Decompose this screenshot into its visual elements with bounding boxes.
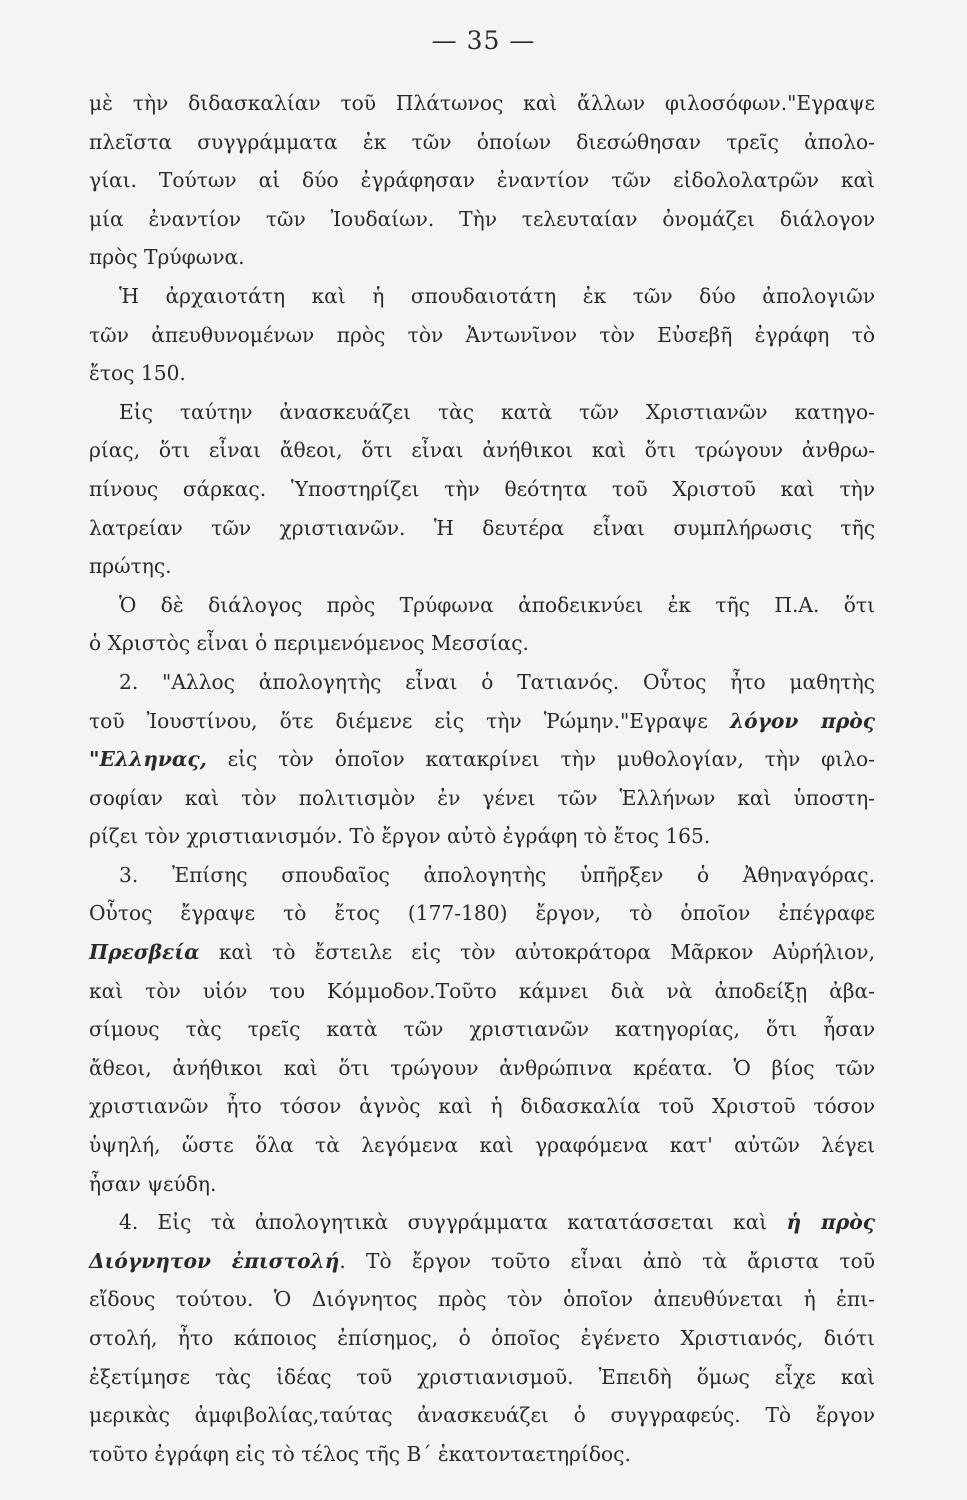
text-run: εἴδους τούτου. Ὁ Διόγνητος πρὸς τὸν ὁποῖον ἀπευθύνεται ἡ ἐπι- — [89, 1287, 875, 1312]
text-run: στολή, ἦτο κάποιος ἐπίσημος, ὁ ὁποῖος ἐγένετο Χριστιανός, διότι — [89, 1326, 875, 1350]
text-line — [89, 1435, 875, 1474]
text-run: ἄθεοι, ἀνήθικοι καὶ ὅτι τρώγουν ἀνθρώπινα κρέατα. Ὁ βίος τῶν — [89, 1055, 875, 1080]
text-line — [89, 1203, 875, 1242]
text-run: ρίας, ὅτι εἶναι ἄθεοι, ὅτι εἶναι ἀνήθικοι καὶ ὅτι τρώγουν ἀνθρω- — [89, 438, 875, 463]
text-line — [89, 431, 875, 470]
text-line — [89, 1087, 875, 1126]
body-text — [89, 84, 875, 1473]
text-run: Οὗτος ἔγραψε τὸ ἔτος (177-180) ἔργον, τὸ ὁποῖον ἐπέγραφε — [89, 901, 875, 926]
text-line — [89, 663, 875, 702]
text-line — [89, 123, 875, 162]
emphasized-title: λόγον πρὸς — [729, 708, 875, 733]
text-run: 2. "Αλλος ἀπολογητὴς εἶναι ὁ Τατιανός. Οὗτος ἦτο μαθητὴς — [119, 669, 875, 694]
text-line — [89, 586, 875, 625]
text-run: εἰς τὸν ὁποῖον κατακρίνει τὴν μυθολογίαν, τὴν φιλο- — [206, 747, 875, 772]
text-line — [89, 1165, 875, 1204]
text-run: τῶν ἀπευθυνομένων πρὸς τὸν Ἀντωνῖνον τὸν Εὐσεβῆ ἐγράφη τὸ — [89, 322, 875, 347]
text-line — [89, 354, 875, 393]
text-run: τοῦτο ἐγράφη εἰς τὸ τέλος τῆς Β΄ ἑκατονταετηρίδος. — [89, 1441, 631, 1466]
text-line — [89, 547, 875, 586]
text-run: πρώτης. — [89, 554, 172, 579]
text-line — [89, 933, 875, 972]
text-line — [89, 779, 875, 818]
text-line — [89, 1126, 875, 1165]
text-line — [89, 856, 875, 895]
text-run: ὁ Χριστὸς εἶναι ὁ περιμενόμενος Μεσσίας. — [89, 631, 529, 656]
text-run: Ὁ δὲ διάλογος πρὸς Τρύφωνα ἀποδεικνύει ἐκ τῆς Π.Α. ὅτι — [119, 592, 875, 617]
text-line — [89, 470, 875, 509]
text-run: χριστιανῶν ἦτο τόσον ἁγνὸς καὶ ἡ διδασκαλία τοῦ Χριστοῦ τόσον — [89, 1094, 875, 1119]
emphasized-title: Πρεσβεία — [89, 940, 200, 965]
text-run: μία ἐναντίον τῶν Ἰουδαίων. Τὴν τελευταίαν ὀνομάζει διάλογον — [89, 206, 875, 231]
text-run: σίμους τὰς τρεῖς κατὰ τῶν χριστιανῶν κατηγορίας, ὅτι ἦσαν — [89, 1017, 875, 1042]
text-run: . Τὸ ἔργον τοῦτο εἶναι ἀπὸ τὰ ἄριστα τοῦ — [339, 1248, 875, 1273]
text-line — [89, 1049, 875, 1088]
text-run: καὶ τὸν υἱόν του Κόμμοδον.Τοῦτο κάμνει διὰ νὰ ἀποδείξῃ ἀβα- — [89, 978, 875, 1003]
text-run: γίαι. Τούτων αἱ δύο ἐγράφησαν ἐναντίον τῶν εἰδολολατρῶν καὶ — [89, 168, 875, 193]
page-number: — 35 — — [431, 26, 536, 55]
text-line — [89, 972, 875, 1011]
text-run: 3. Ἐπίσης σπουδαῖος ἀπολογητὴς ὑπῆρξεν ὁ Ἀθηναγόρας. — [119, 862, 875, 887]
text-run: ἐξετίμησε τὰς ἰδέας τοῦ χριστιανισμοῦ. Ἐπειδὴ ὅμως εἶχε καὶ — [89, 1364, 875, 1389]
text-run: σοφίαν καὶ τὸν πολιτισμὸν ἐν γένει τῶν Ἑλλήνων καὶ ὑποστη- — [89, 785, 875, 810]
text-line — [89, 1280, 875, 1319]
text-line — [89, 200, 875, 239]
text-line — [89, 84, 875, 123]
emphasized-title: "Ελληνας, — [89, 747, 207, 772]
text-run: Ἡ ἀρχαιοτάτη καὶ ἡ σπουδαιοτάτη ἐκ τῶν δύο ἀπολογιῶν — [119, 283, 875, 308]
text-line — [89, 894, 875, 933]
text-run: μὲ τὴν διδασκαλίαν τοῦ Πλάτωνος καὶ ἄλλων φιλοσόφων."Εγραψε — [89, 91, 875, 115]
text-line — [89, 1396, 875, 1435]
text-run: ἔτος 150. — [89, 361, 186, 386]
text-line — [89, 702, 875, 741]
text-line — [89, 509, 875, 548]
text-run: πλεῖστα συγγράμματα ἐκ τῶν ὁποίων διεσώθησαν τρεῖς ἀπολο- — [89, 129, 875, 154]
text-run: πρὸς Τρύφωνα. — [89, 245, 245, 270]
text-line — [89, 316, 875, 355]
text-line — [89, 277, 875, 316]
text-line — [89, 1319, 875, 1358]
text-run: ὑψηλή, ὥστε ὅλα τὰ λεγόμενα καὶ γραφόμενα κατ' αὐτῶν λέγει — [89, 1133, 875, 1158]
text-line — [89, 238, 875, 277]
text-run: 4. Εἰς τὰ ἀπολογητικὰ συγγράμματα κατατάσσεται καὶ — [119, 1210, 787, 1235]
text-line — [89, 817, 875, 856]
text-line — [89, 740, 875, 779]
text-run: καὶ τὸ ἔστειλε εἰς τὸν αὐτοκράτορα Μᾶρκον Αὐρήλιον, — [199, 940, 875, 965]
text-run: ρίζει τὸν χριστιανισμόν. Τὸ ἔργον αὐτὸ ἐγράφη τὸ ἔτος 165. — [89, 824, 711, 849]
text-line — [89, 1358, 875, 1397]
text-line — [89, 393, 875, 432]
text-line — [89, 1242, 875, 1281]
text-run: τοῦ Ἰουστίνου, ὅτε διέμενε εἰς τὴν Ῥώμην."Εγραψε — [89, 708, 730, 733]
text-run: ἦσαν ψεύδη. — [89, 1171, 217, 1196]
emphasized-title: Διόγνητον ἐπιστολή — [89, 1248, 340, 1273]
text-run: μερικὰς ἀμφιβολίας,ταύτας ἀνασκευάζει ὁ συγγραφεύς. Τὸ ἔργον — [89, 1403, 875, 1428]
text-run: Εἰς ταύτην ἀνασκευάζει τὰς κατὰ τῶν Χριστιανῶν κατηγο- — [119, 399, 875, 424]
text-line — [89, 624, 875, 663]
emphasized-title: ἡ πρὸς — [786, 1210, 875, 1235]
text-line — [89, 1010, 875, 1049]
text-run: πίνους σάρκας. Ὑποστηρίζει τὴν θεότητα τοῦ Χριστοῦ καὶ τὴν — [89, 476, 875, 501]
text-run: λατρείαν τῶν χριστιανῶν. Ἡ δευτέρα εἶναι συμπλήρωσις τῆς — [89, 515, 875, 540]
text-line — [89, 161, 875, 200]
